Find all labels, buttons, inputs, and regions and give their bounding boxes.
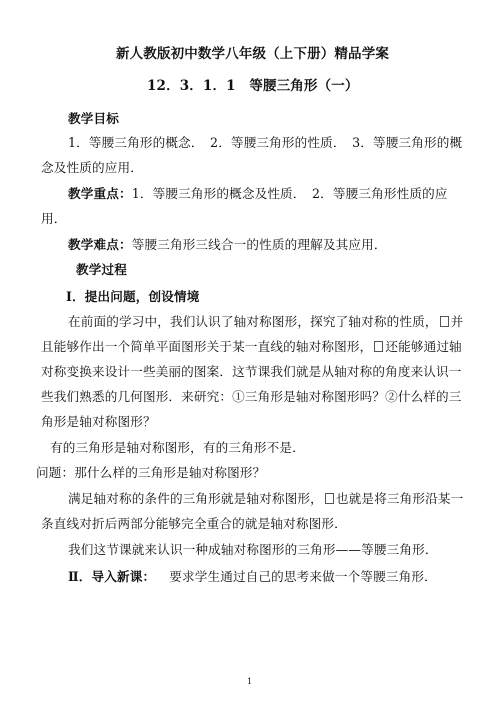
paragraph-text: 并 (450, 314, 464, 329)
section-heading: Ⅱ．导入新课： (68, 569, 156, 584)
paragraph-line: 有的三角形是轴对称图形，有的三角形不是． (50, 440, 305, 455)
key-points-text: 1．等腰三角形的概念及性质． 2．等腰三角形性质的应 (131, 186, 448, 201)
page-number: 1 (247, 677, 253, 686)
missing-glyph-box (440, 316, 449, 327)
missing-glyph-box (374, 341, 383, 352)
document-title: 新人教版初中数学八年级（上下册）精品学案 (116, 46, 389, 62)
paragraph-line: 角形是轴对称图形？ (41, 414, 156, 429)
section-heading: Ⅰ．提出问题，创设情境 (66, 289, 200, 304)
objectives-heading: 教学目标 (68, 111, 119, 126)
paragraph-line: 我们这节课就来认识一种成轴对称图形的三角形——等腰三角形． (68, 542, 438, 557)
paragraph-line (68, 491, 463, 507)
paragraph-line: 条直线对折后两部分能够完全重合的就是轴对称图形． (41, 516, 347, 531)
process-heading: 教学过程 (76, 262, 127, 277)
paragraph-line (68, 314, 463, 330)
paragraph-text: 满足轴对称的条件的三角形就是轴对称图形， (68, 491, 323, 506)
key-points-paragraph (68, 186, 448, 202)
difficulty-paragraph (68, 237, 387, 253)
section2-text: 要求学生通过自己的思考来做一个等腰三角形． (169, 569, 437, 584)
paragraph-line: 些我们熟悉的几何图形．来研究：①三角形是轴对称图形吗？②什么样的三 (41, 389, 462, 404)
paragraph-text: 且能够作出一个简单平面图形关于某一直线的轴对称图形， (41, 339, 373, 354)
lesson-subtitle: 12．3．1．1 等腰三角形（一） (147, 78, 359, 94)
difficulty-text: 等腰三角形三线合一的性质的理解及其应用． (131, 237, 387, 252)
section2-paragraph (68, 569, 437, 585)
paragraph-text: 还能够通过轴 (385, 339, 462, 354)
paragraph-text: 也就是将三角形沿某一 (335, 491, 464, 506)
paragraph-line: 对称变换来设计一些美丽的图案．这节课我们就是从轴对称的角度来认识一 (41, 364, 462, 379)
paragraph-text: 在前面的学习中，我们认识了轴对称图形，探究了轴对称的性质， (68, 314, 438, 329)
objectives-line: 念及性质的应用． (41, 160, 143, 175)
difficulty-label: 教学难点： (68, 237, 132, 252)
missing-glyph-box (325, 493, 334, 504)
key-points-label: 教学重点： (68, 186, 132, 201)
question-line: 问题：那什么样的三角形是轴对称图形？ (36, 465, 266, 480)
paragraph-line (41, 339, 462, 355)
objectives-line: 1．等腰三角形的概念． 2．等腰三角形的性质． 3．等腰三角形的概 (68, 135, 463, 150)
key-points-line: 用． (41, 211, 67, 226)
